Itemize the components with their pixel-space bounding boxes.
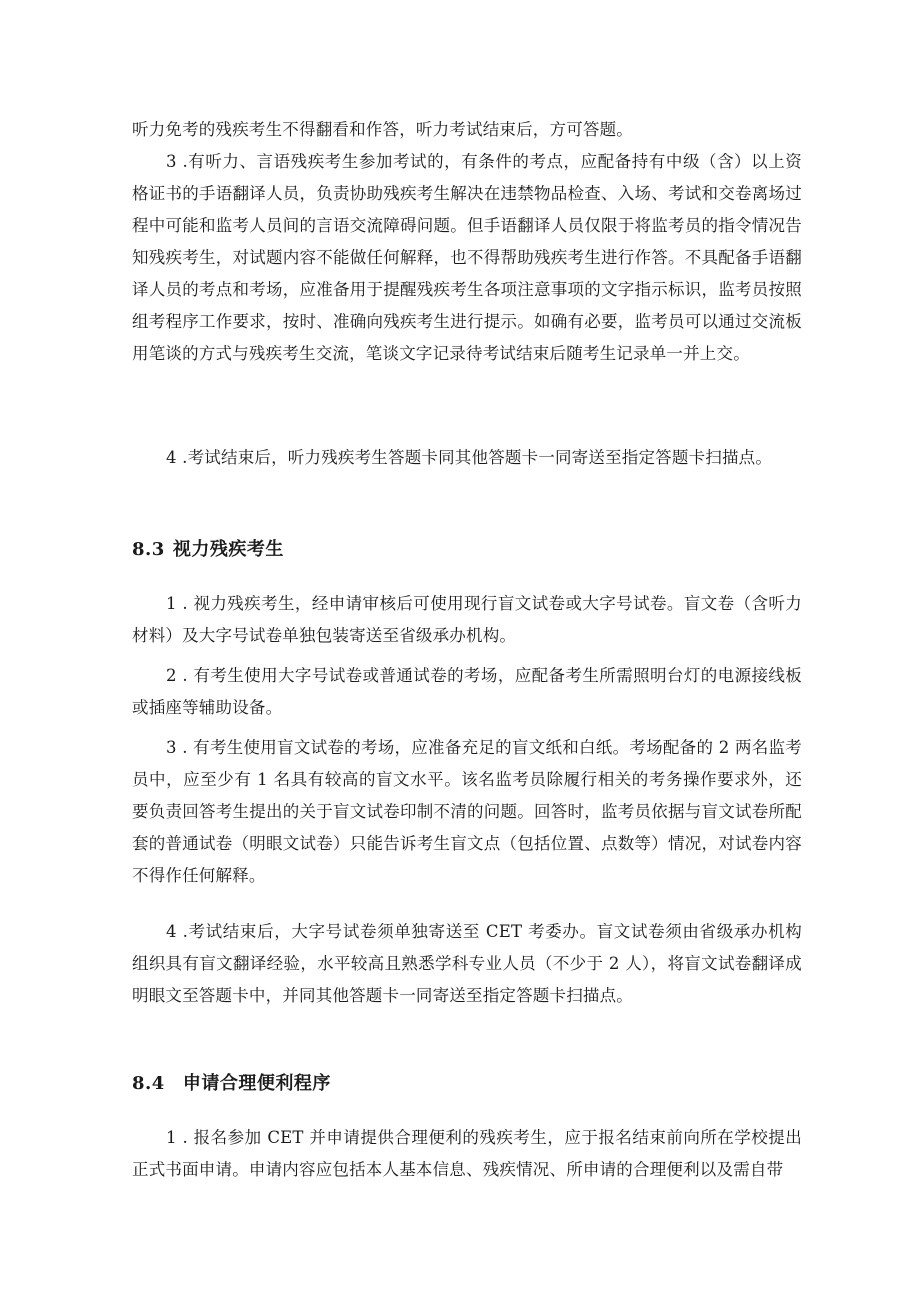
section-title: 申请合理便利程序 bbox=[182, 1073, 331, 1094]
paragraph-item-2-visual: 2 . 有考生使用大字号试卷或普通试卷的考场，应配备考生所需照明台灯的电源接线板或插座等辅助设备。 bbox=[132, 666, 802, 717]
paragraph-item-4-visual: 4 .考试结束后，大字号试卷须单独寄送至 CET 考委办。盲文试卷须由省级承办机构组织具有盲文翻译经验，水平较高且熟悉学科专业人员（不少于 2 人），将盲文试卷翻译成明眼文至答题卡中，并同其他答题卡一同寄送至指定答题卡扫描点。 bbox=[132, 922, 802, 1005]
paragraph-continuation: 听力免考的残疾考生不得翻看和作答，听力考试结束后，方可答题。 bbox=[132, 120, 633, 139]
section-title: 视力残疾考生 bbox=[172, 539, 284, 560]
section-heading-8-3 bbox=[132, 536, 284, 564]
paragraph-item-1-procedure: 1 . 报名参加 CET 并申请提供合理便利的残疾考生，应于报名结束前向所在学校提出正式书面申请。申请内容应包括本人基本信息、残疾情况、所申请的合理便利以及需自带 bbox=[132, 1128, 802, 1179]
paragraph-item-3-visual: 3 . 有考生使用盲文试卷的考场，应准备充足的盲文纸和白纸。考场配备的 2 两名监考员中，应至少有 1 名具有较高的盲文水平。该名监考员除履行相关的考务操作要求外，还要负责回答考生提出的关于盲文试卷印制不清的问题。回答时，监考员依据与盲文试卷所配套的普通试卷（明眼文试卷）只能告诉考生盲文点（包括位置、点数等）情况，对试卷内容不得作任何解释。 bbox=[132, 738, 802, 885]
paragraph-item-3-hearing: 3 .有听力、言语残疾考生参加考试的，有条件的考点，应配备持有中级（含）以上资格证书的手语翻译人员，负责协助残疾考生解决在违禁物品检查、入场、考试和交卷离场过程中可能和监考人员间的言语交流障碍问题。但手语翻译人员仅限于将监考员的指令情况告知残疾考生，对试题内容不能做任何解释，也不得帮助残疾考生进行作答。不具配备手语翻译人员的考点和考场，应准备用于提醒残疾考生各项注意事项的文字指示标识，监考员按照组考程序工作要求，按时、准确向残疾考生进行提示。如确有必要，监考员可以通过交流板用笔谈的方式与残疾考生交流，笔谈文字记录待考试结束后随考生记录单一并上交。 bbox=[132, 152, 802, 363]
section-heading-8-4 bbox=[132, 1070, 331, 1098]
section-number: 8.4 bbox=[132, 1073, 165, 1094]
paragraph-item-4-hearing: 4 .考试结束后，听力残疾考生答题卡同其他答题卡一同寄送至指定答题卡扫描点。 bbox=[166, 448, 773, 467]
section-number: 8.3 bbox=[132, 539, 165, 560]
paragraph-item-1-visual: 1 . 视力残疾考生，经申请审核后可使用现行盲文试卷或大字号试卷。盲文卷（含听力材料）及大字号试卷单独包装寄送至省级承办机构。 bbox=[132, 594, 802, 645]
